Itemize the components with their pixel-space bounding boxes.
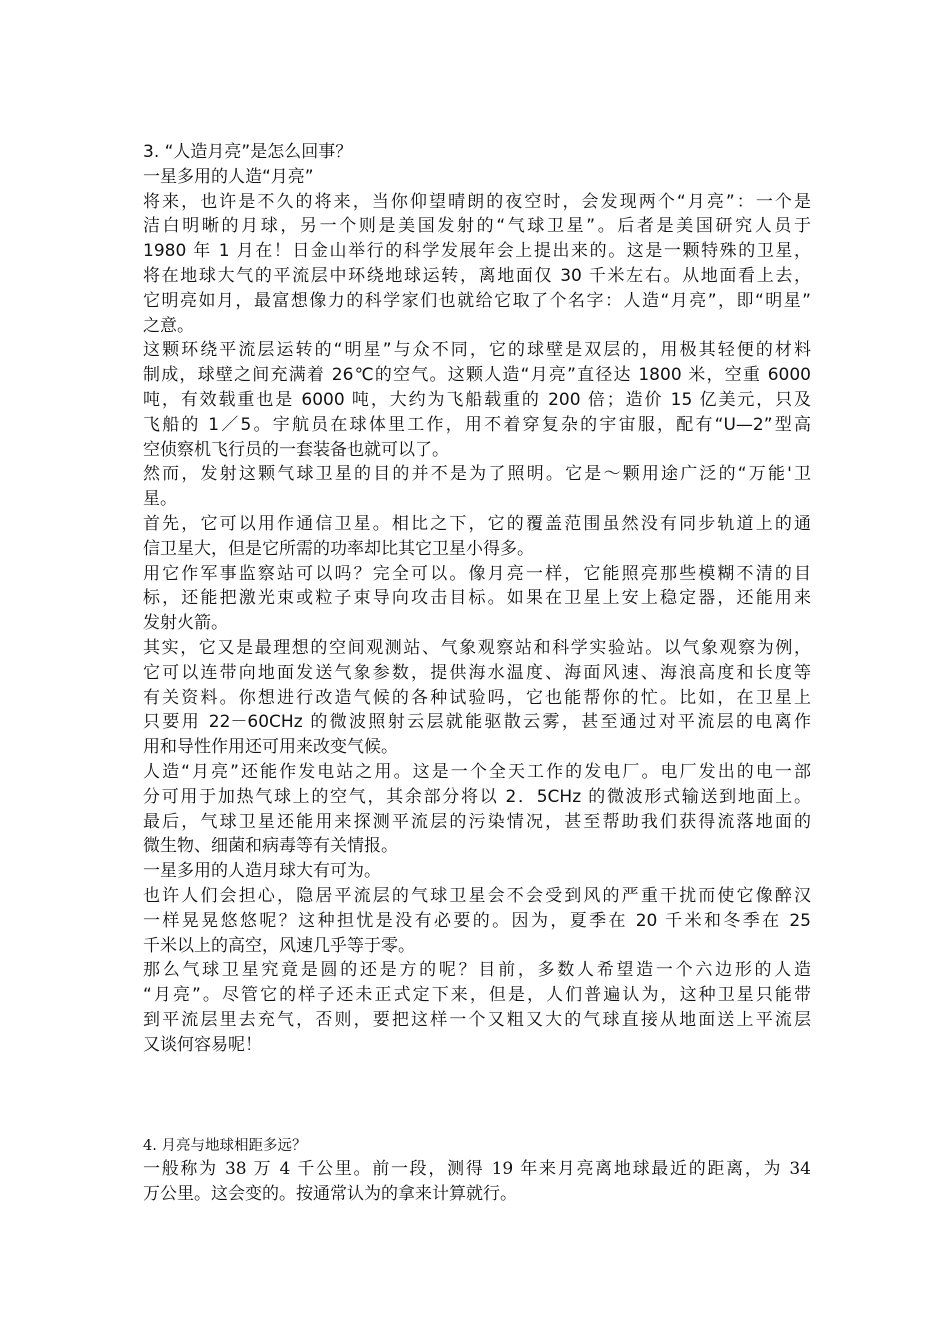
text-line: 万公里。这会变的。按通常认为的拿来计算就行。 — [143, 1184, 517, 1204]
text-line: 之意。 — [143, 315, 194, 336]
text-line: 用它作军事监察站可以吗？完全可以。像月亮一样，它能照亮那些模糊不清的目 — [143, 563, 811, 584]
text-line: 将在地球大气的平流层中环绕地球运转，离地面仅 30 千米左右。从地面看上去， — [143, 265, 811, 286]
section-3-subheading: 一星多用的人造“月亮” — [143, 166, 314, 187]
text-line: 分可用于加热气球上的空气，其余部分将以 2．5CHz 的微波形式输送到地面上。 — [143, 786, 811, 807]
text-line: 这颗环绕平流层运转的“明星”与众不同，它的球壁是双层的，用极其轻便的材料 — [143, 340, 811, 361]
text-line: 一般称为 38 万 4 千公里。前一段，测得 19 年来月亮离地球最近的距离，为 34 — [143, 1159, 811, 1179]
text-line: 星。 — [143, 489, 177, 510]
text-line: 然而，发射这颗气球卫星的目的并不是为了照明。它是～颗用途广泛的“万能'卫 — [143, 464, 811, 485]
text-line: “月亮”。尽管它的样子还未正式定下来，但是，人们普遍认为，这种卫星只能带 — [143, 985, 811, 1006]
text-line: 只要用 22－60CHz 的微波照射云层就能驱散云雾，甚至通过对平流层的电离作 — [143, 712, 811, 733]
section-4-heading: 4. 月亮与地球相距多远？ — [143, 1138, 307, 1154]
text-line: 首先，它可以用作通信卫星。相比之下，它的覆盖范围虽然没有同步轨道上的通 — [143, 513, 811, 534]
section-3-body — [143, 140, 811, 1057]
text-line: 那么气球卫星究竟是圆的还是方的呢？目前，多数人希望造一个六边形的人造 — [143, 960, 811, 981]
text-line: 到平流层里去充气，否则，要把这样一个又粗又大的气球直接从地面送上平流层 — [143, 1009, 811, 1030]
text-line: 最后，气球卫星还能用来探测平流层的污染情况，甚至帮助我们获得流落地面的 — [143, 811, 811, 832]
text-line: 吨，有效载重也是 6000 吨，大约为飞船载重的 200 倍；造价 15 亿美元，只及 — [143, 389, 811, 410]
text-line: 标，还能把激光束或粒子束导向攻击目标。如果在卫星上安上稳定器，还能用来 — [143, 588, 811, 609]
text-line: 它可以连带向地面发送气象参数，提供海水温度、海面风速、海浪高度和长度等 — [143, 662, 811, 683]
section-3-heading: 3. “人造月亮”是怎么回事？ — [143, 142, 353, 162]
text-line: 制成，球壁之间充满着 26℃的空气。这颗人造“月亮”直径达 1800 米，空重 6000 — [143, 365, 811, 386]
text-line: 洁白明晰的月球，另一个则是美国发射的“气球卫星”。后者是美国研究人员于 — [143, 216, 811, 237]
text-line: 用和导性作用还可用来改变气候。 — [143, 737, 398, 758]
text-line: 将来，也许是不久的将来，当你仰望晴朗的夜空时，会发现两个“月亮”：一个是 — [143, 191, 811, 212]
text-line: 它明亮如月，最富想像力的科学家们也就给它取了个名字：人造“月亮”，即“明星” — [143, 290, 811, 311]
text-line: 信卫星大，但是它所需的功率却比其它卫星小得多。 — [143, 538, 534, 559]
text-line: 一星多用的人造月球大有可为。 — [143, 861, 381, 882]
text-line: 飞船的 1／5。宇航员在球体里工作，用不着穿复杂的宇宙服，配有“U—2”型高 — [143, 414, 811, 435]
text-line: 发射火箭。 — [143, 613, 228, 634]
text-line: 微生物、细菌和病毒等有关情报。 — [143, 836, 398, 857]
text-line: 人造“月亮”还能作发电站之用。这是一个全天工作的发电厂。电厂发出的电一部 — [143, 761, 811, 782]
text-line: 也许人们会担心，隐居平流层的气球卫星会不会受到风的严重干扰而使它像醉汉 — [143, 885, 811, 906]
text-line: 一样晃晃悠悠呢？这种担忧是没有必要的。因为，夏季在 20 千米和冬季在 25 — [143, 910, 811, 931]
text-line: 空侦察机飞行员的一套装备也就可以了。 — [143, 439, 449, 460]
text-line: 其实，它又是最理想的空间观测站、气象观察站和科学实验站。以气象观察为例， — [143, 637, 811, 658]
section-4-body — [143, 1135, 811, 1207]
text-line: 1980 年 1 月在！日金山举行的科学发展年会上提出来的。这是一颗特殊的卫星， — [143, 241, 811, 262]
text-line: 有关资料。你想进行改造气候的各种试验吗，它也能帮你的忙。比如，在卫星上 — [143, 687, 811, 708]
text-line: 又谈何容易呢！ — [143, 1034, 262, 1055]
text-line: 千米以上的高空，风速几乎等于零。 — [143, 935, 415, 956]
